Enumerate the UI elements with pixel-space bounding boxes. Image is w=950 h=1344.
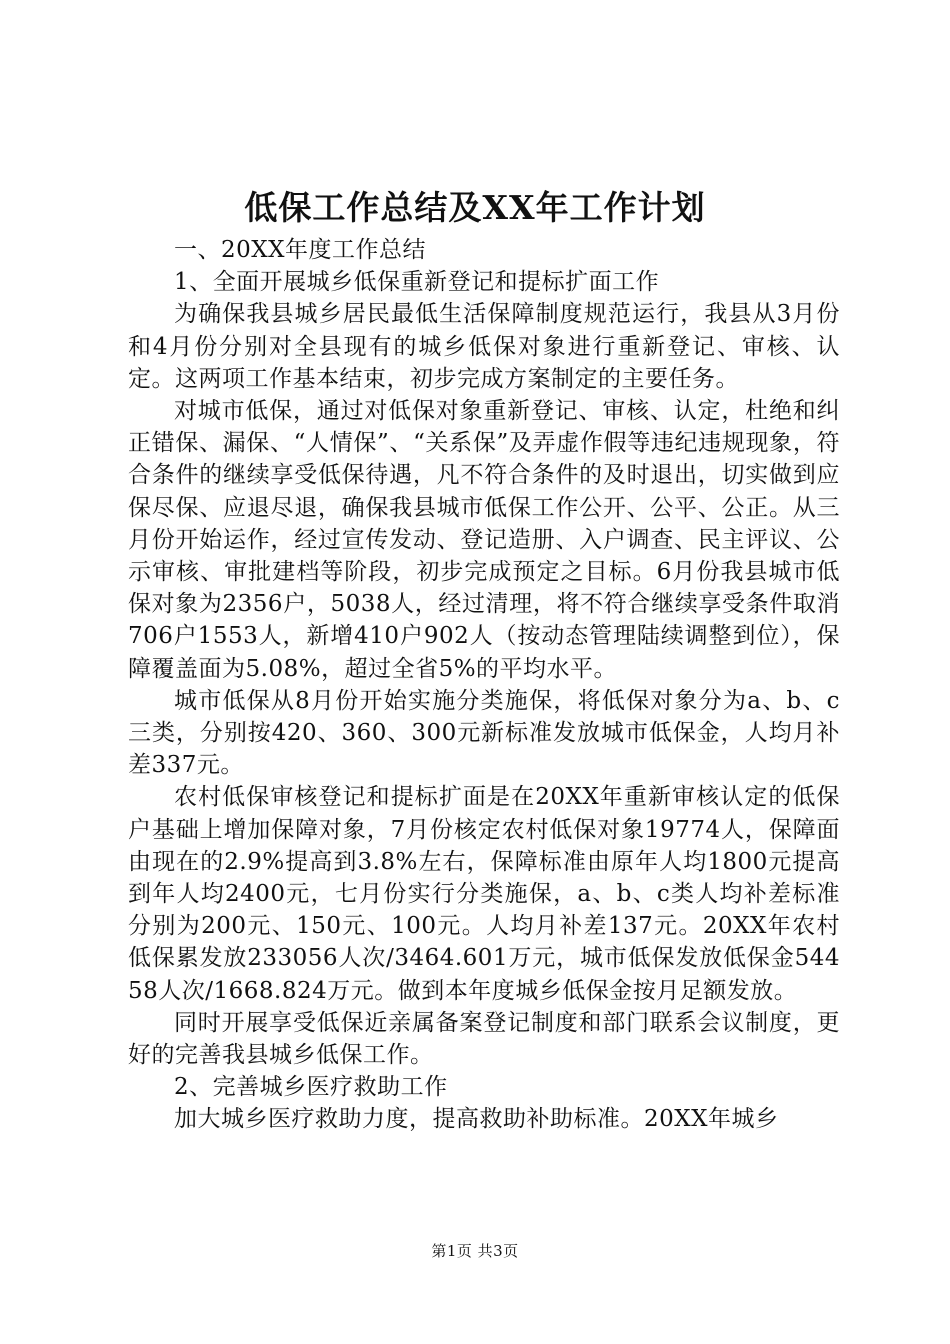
document-body xyxy=(128,234,840,1136)
body-paragraph: 同时开展享受低保近亲属备案登记制度和部门联系会议制度，更好的完善我县城乡低保工作。 xyxy=(128,1009,840,1069)
body-paragraph: 加大城乡医疗救助力度，提高救助补助标准。20XX年城乡 xyxy=(174,1106,779,1133)
body-paragraph: 为确保我县城乡居民最低生活保障制度规范运行，我县从3月份和4月份分别对全县现有的城乡低保对象进行重新登记、审核、认定。这两项工作基本结束，初步完成方案制定的主要任务。 xyxy=(128,301,840,392)
document-title: 低保工作总结及XX年工作计划 xyxy=(244,188,706,227)
body-paragraph: 对城市低保，通过对低保对象重新登记、审核、认定，杜绝和纠正错保、漏保、“人情保”、“关系保”及弄虚作假等违纪违规现象，符合条件的继续享受低保待遇，凡不符合条件的及时退出，切实做到应保尽保、应退尽退，确保我县城市低保工作公开、公平、公正。从三月份开始运作，经过宣传发动、登记造册、入户调查、民主评议、公示审核、审批建档等阶段，初步完成预定之目标。6月份我县城市低保对象为2356户，5038人，经过清理，将不符合继续享受条件取消706户1553人，新增410户902人（按动态管理陆续调整到位），保障覆盖面为5.08%，超过全省5%的平均水平。 xyxy=(128,398,840,682)
subsection-heading: 2、完善城乡医疗救助工作 xyxy=(174,1074,448,1101)
page-footer: 第1页 共3页 xyxy=(431,1242,519,1260)
section-heading: 一、20XX年度工作总结 xyxy=(174,237,427,263)
body-paragraph: 农村低保审核登记和提标扩面是在20XX年重新审核认定的低保户基础上增加保障对象，7月份核定农村低保对象19774人，保障面由现在的2.9%提高到3.8%左右，保障标准由原年人均1800元提高到年人均2400元，七月份实行分类施保，a、b、c类人均补差标准分别为200元、150元、100元。人均月补差137元。20XX年农村低保累发放233056人次/3464.601万元，城市低保发放低保金54458人次/1668.824万元。做到本年度城乡低保金按月足额发放。 xyxy=(128,784,840,1004)
body-paragraph: 城市低保从8月份开始实施分类施保，将低保对象分为a、b、c三类，分别按420、360、300元新标准发放城市低保金，人均月补差337元。 xyxy=(128,687,840,779)
subsection-heading: 1、全面开展城乡低保重新登记和提标扩面工作 xyxy=(174,269,660,296)
